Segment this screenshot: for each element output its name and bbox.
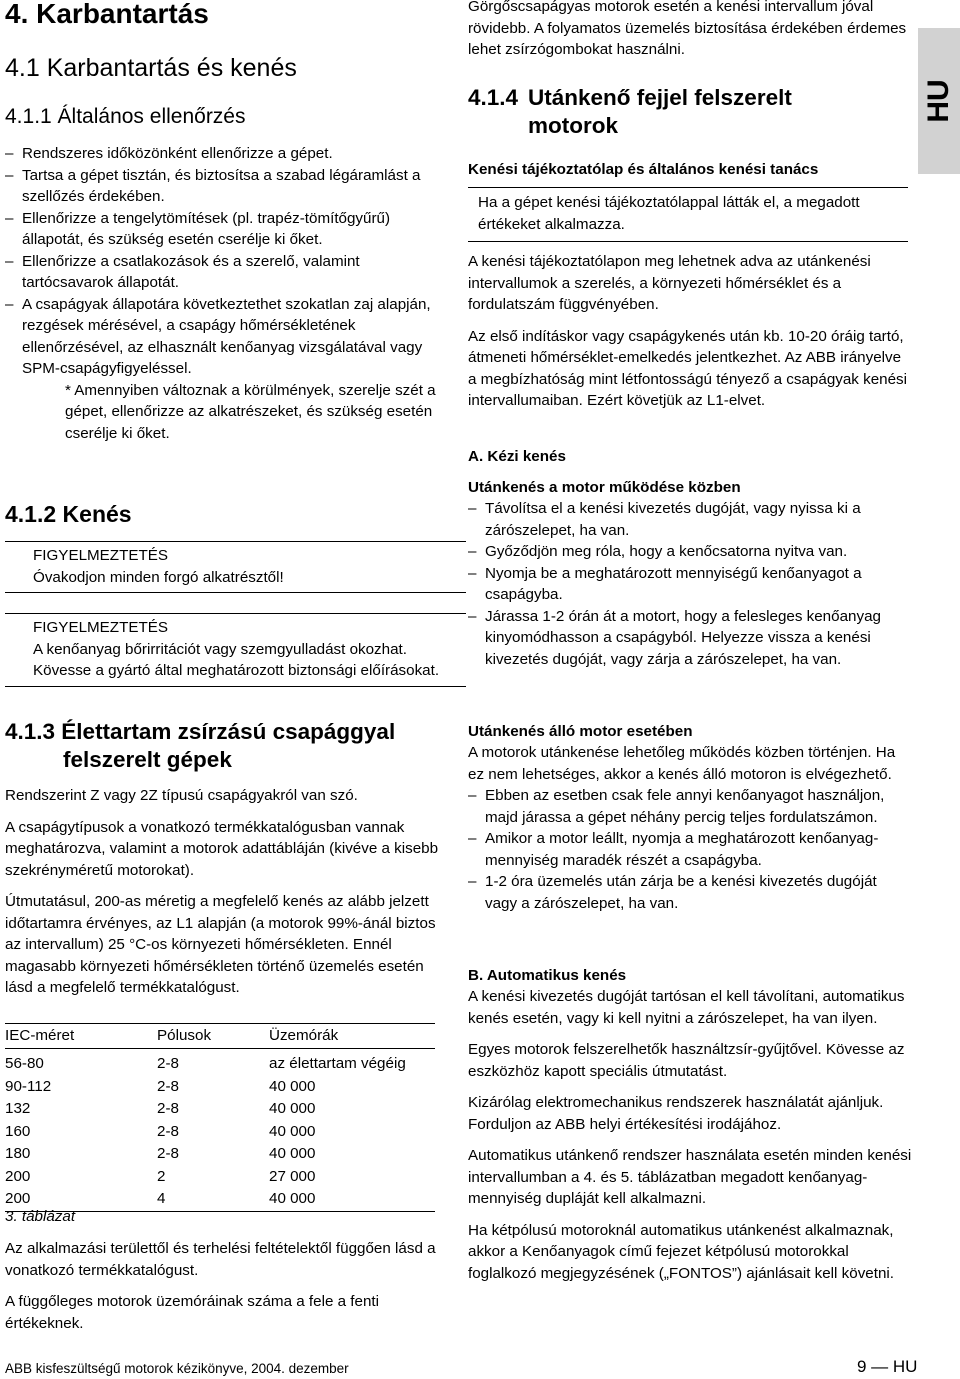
table-header-row	[5, 1024, 435, 1049]
lifetime-text	[5, 785, 442, 999]
table-cell: 40 000	[269, 1122, 316, 1140]
dash: –	[5, 145, 14, 162]
list-item-text: Amikor a motor leállt, nyomja a meghatározott kenőanyag-mennyiség maradék részét a csapágyba.	[485, 830, 879, 869]
paragraph: Ha kétpólusú motoroknál automatikus utánkenést alkalmaznak, akkor a Kenőanyagok című fejezet kétpólusú motorokkal foglalkozó megjegyzésének („FONTOS”) ajánlásait kell követni.	[468, 1221, 894, 1282]
paragraph: Automatikus utánkenő rendszer használata esetén minden kenési intervallumban a 4. és 5. táblázatban megadott kenőanyag-mennyiség dupláját kell alkalmazni.	[468, 1147, 912, 1207]
paragraph: A motorok utánkenése lehetőleg működés közben történjen. Ha ez nem lehetséges, akkor a kenés álló motoron is elvégezhető.	[468, 744, 896, 783]
language-tab	[918, 28, 960, 174]
table-row	[5, 1143, 435, 1166]
dash: –	[468, 873, 477, 890]
table-cell: 2-8	[157, 1122, 179, 1140]
subsection-title-general-check: 4.1.1 Általános ellenőrzés	[5, 105, 246, 128]
table-cell: 2-8	[157, 1055, 179, 1072]
list-item-text: A csapágyak állapotára következtethet szokatlan zaj alapján, rezgések mérésével, a csapágy hőmérsékletének ellenőrzésével, az elhasznált kenőanyag vizsgálatával vagy SPM-csapágyfigyeléssel.	[22, 295, 431, 377]
table-cell: 2-8	[157, 1145, 179, 1162]
table-row	[5, 1076, 435, 1099]
list-item	[5, 208, 442, 251]
dash: –	[5, 166, 14, 184]
table-cell: 200	[5, 1188, 157, 1211]
table-cell: 40 000	[269, 1145, 316, 1162]
list-item	[5, 165, 442, 208]
warning-box-rotating	[5, 541, 466, 593]
table-cell: 2-8	[157, 1077, 179, 1095]
column-header: Üzemórák	[269, 1024, 435, 1049]
warning-title: FIGYELMEZTETÉS	[33, 619, 169, 636]
dash: –	[468, 830, 477, 847]
table-cell: 4	[157, 1188, 269, 1211]
list-item	[5, 143, 442, 165]
table-cell: 132	[5, 1100, 31, 1117]
warning-text: Óvakodjon minden forgó alkatrésztől!	[33, 568, 284, 586]
table-row	[5, 1049, 435, 1076]
check-list	[5, 143, 442, 444]
dash: –	[468, 543, 477, 560]
dash: –	[5, 209, 14, 227]
table-cell: 40 000	[269, 1100, 316, 1117]
subsection-title-lubrication: 4.1.2 Kenés	[5, 501, 132, 527]
paragraph: A függőleges motorok üzemóráinak száma a fele a fenti értékeknek.	[5, 1293, 379, 1332]
dash: –	[468, 787, 477, 804]
paragraph: Útmutatásul, 200-as méretig a megfelelő kenés az alább jelzett időtartamra érvényes, az L1 alapján (a motorok 99%-ánál biztos az intervallum) 25 °C-os környezeti hőmérsékleten. Ennél magasabb környezeti hőmérsékleten történő üzemelés esetén lásd a megfelelő termékkatalógust.	[5, 893, 436, 996]
language-tab-label: HU	[922, 79, 955, 123]
paragraph: Az első indításkor vagy csapágykenés után kb. 10-20 óráig tartó, átmeneti hőmérséklet-emelkedés jelentkezhet. Az ABB irányelve a megbízhatóság mint létfontosságú tényező a csapágyak kenési intervallumaiban. Ezért követjük az L1-elvet.	[468, 327, 908, 409]
list-item-text: Járassa 1-2 órán át a motort, hogy a felesleges kenőanyag kinyomódhasson a csapágyból. Helyezze vissza a kenési kivezetés dugóját, vagy zárja a zárószelepet, ha van.	[485, 607, 881, 668]
lubrication-interval-table	[5, 1023, 435, 1212]
table-cell: 90-112	[5, 1077, 52, 1095]
subsection-title-lifetime-bearings: 4.1.3 Élettartam zsírzású csapággyal felszerelt gépek	[5, 719, 396, 772]
list-item-text: Rendszeres időközönként ellenőrizze a gépet.	[22, 145, 333, 162]
paragraph: Egyes motorok felszerelhetők használtzsír-gyűjtővel. Kövesse az eszközhöz kapott speciális útmutatást.	[468, 1041, 905, 1080]
subsection-title-regreasing	[468, 84, 913, 140]
table-cell: 2	[157, 1167, 166, 1185]
paragraph: A csapágytípusok a vonatkozó termékkatalógusban vannak meghatározva, valamint a motorok adattábláján (kivéve a kisebb szekrényméretű motorokat).	[5, 818, 439, 879]
standstill-lubrication-section	[468, 721, 913, 914]
list-item-text: Távolítsa el a kenési kivezetés dugóját, vagy nyissa ki a zárószelepet, ha van.	[485, 500, 861, 539]
list-item	[468, 606, 913, 671]
table-row	[5, 1166, 435, 1189]
list-item-text: Ellenőrizze a csatlakozások és a szerelő, valamint tartócsavarok állapotát.	[22, 252, 360, 291]
dash: –	[468, 607, 477, 625]
table-cell: 27 000	[269, 1167, 316, 1185]
list-item-text: Tartsa a gépet tisztán, és biztosítsa a szabad légáramlást a szellőzés érdekében.	[22, 166, 421, 205]
table-cell: 180	[5, 1145, 31, 1162]
list-item-text: Győződjön meg róla, hogy a kenőcsatorna nyitva van.	[485, 543, 848, 560]
list-item	[468, 785, 913, 828]
manual-lubrication-title: A. Kézi kenés	[468, 448, 566, 465]
running-lubrication-section	[468, 477, 913, 670]
info-text	[468, 251, 913, 412]
heading-text: Utánkenő fejjel felszerelt motorok	[528, 85, 792, 138]
footer-page-number: 9 — HU	[857, 1357, 918, 1376]
list-item	[468, 498, 913, 541]
running-lubrication-title: Utánkenés a motor működése közben	[468, 479, 741, 496]
paragraph: Rendszerint Z vagy 2Z típusú csapágyakról van szó.	[5, 787, 358, 804]
list-item-text: Ebben az esetben csak fele annyi kenőanyagot használjon, majd járassa a gépet néhány percig teljes fordulatszámon.	[485, 787, 885, 826]
warning-box-skin	[5, 613, 466, 687]
footer-document-title: ABB kisfeszültségű motorok kézikönyve, 2004. dezember	[5, 1361, 349, 1376]
table-caption: 3. táblázat	[5, 1208, 76, 1225]
intro-paragraph: Görgőscsapágyas motorok esetén a kenési intervallum jóval rövidebb. A folyamatos üzemelés biztosítása érdekében érdemes lehet zsírzógombokat használni.	[468, 0, 907, 58]
list-item	[468, 563, 913, 606]
table-row	[5, 1098, 435, 1121]
paragraph: A kenési kivezetés dugóját tartósan el kell távolítani, automatikus kenés esetén, vagy ki kell nyitni a zárószelepet, ha van ilyen.	[468, 988, 905, 1027]
table-cell: 40 000	[269, 1188, 435, 1211]
dash: –	[468, 500, 477, 517]
table-cell: 200	[5, 1167, 31, 1185]
paragraph: A kenési tájékoztatólapon meg lehetnek adva az utánkenési intervallumok a szerelés, a környezeti hőmérséklet és a fordulatszám függvényében.	[468, 253, 871, 313]
list-item-text: 1-2 óra üzemelés után zárja be a kenési kivezetés dugóját vagy a zárószelepet, ha van.	[485, 873, 877, 912]
list-item	[5, 294, 442, 380]
table-cell: az élettartam végéig	[269, 1055, 406, 1072]
column-header: Pólusok	[157, 1024, 269, 1049]
dash: –	[468, 564, 477, 582]
warning-title: FIGYELMEZTETÉS	[33, 547, 169, 564]
table-cell: 2-8	[157, 1100, 179, 1117]
table-cell: 40 000	[269, 1077, 316, 1095]
info-note-box	[468, 187, 908, 242]
list-item	[468, 871, 913, 914]
asterisk-note: * Amennyiben változnak a körülmények, szerelje szét a gépet, ellenőrizze az alkatrészeket, és szükség esetén cserélje ki őket.	[65, 381, 436, 442]
list-item	[468, 541, 913, 563]
table-notes	[5, 1238, 442, 1334]
list-item-text: Ellenőrizze a tengelytömítések (pl. trapéz-tömítőgyűrű) állapotát, és szükség esetén cserélje ki őket.	[22, 209, 391, 248]
dash: –	[5, 252, 14, 270]
automatic-lubrication-section	[468, 965, 913, 1284]
table-cell: 160	[5, 1122, 31, 1140]
list-item	[468, 828, 913, 871]
paragraph: Kizárólag elektromechanikus rendszerek használatát ajánljuk. Forduljon az ABB helyi értékesítési irodájához.	[468, 1094, 884, 1133]
paragraph: Az alkalmazási területtől és terhelési feltételektől függően lásd a vonatkozó termékkatalógust.	[5, 1240, 436, 1279]
table-cell: 56-80	[5, 1055, 44, 1072]
dash: –	[5, 295, 14, 313]
column-header: IEC-méret	[5, 1024, 157, 1049]
heading-number: 4.1.4	[468, 85, 519, 110]
list-item	[5, 251, 442, 294]
table-row	[5, 1121, 435, 1144]
info-subtitle: Kenési tájékoztatólap és általános kenési tanács	[468, 161, 819, 178]
standstill-lubrication-title: Utánkenés álló motor esetében	[468, 723, 693, 740]
warning-text: A kenőanyag bőrirritációt vagy szemgyulladást okozhat. Kövesse a gyártó által meghatározott biztonsági előírásokat.	[33, 640, 440, 679]
list-item-text: Nyomja be a meghatározott mennyiségű kenőanyagot a csapágyba.	[485, 564, 862, 603]
chapter-title: 4. Karbantartás	[5, 0, 209, 29]
note-text: Ha a gépet kenési tájékoztatólappal látták el, a megadott értékeket alkalmazza.	[478, 194, 860, 233]
section-title: 4.1 Karbantartás és kenés	[5, 54, 297, 82]
automatic-lubrication-title: B. Automatikus kenés	[468, 967, 627, 984]
